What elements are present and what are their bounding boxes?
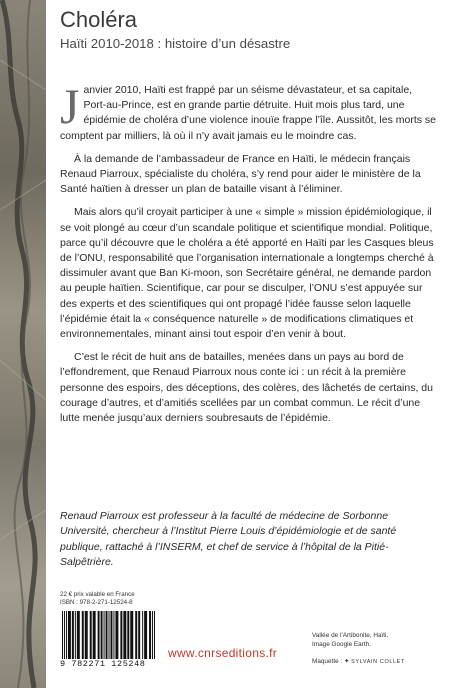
image-credit [312,632,388,649]
barcode-bar [101,611,103,659]
barcode-bar [154,611,155,659]
barcode-bar [135,611,137,659]
barcode-bar [62,611,63,659]
barcode-bar [142,611,143,659]
publisher-website-link[interactable]: www.cnrseditions.fr [168,646,278,660]
price-text: 22 € prix valable en France [60,591,135,598]
barcode-bar [68,611,71,659]
barcode-bar [64,611,65,659]
barcode-bar [149,611,151,659]
design-credit [312,657,405,665]
book-title: Choléra [60,7,138,32]
barcode-bars [60,611,158,659]
barcode-bar [90,611,92,659]
isbn-text: ISBN : 978-2-271-12524-8 [60,599,133,606]
barcode-bar [93,611,96,659]
blurb-paragraph-3: Mais alors qu’il croyait participer à une « simple » mission épidémiologique, il se voit plongé au cœur d’un scandale politique et scientifique mondial. Politique, parce qu’il découvre que le choléra a été apporté en Haïti par les Casques bleus de l’ONU, responsabilité que l’organisation internationale a longtemps cherché à dissimuler avant que Ban Ki-moon, son Secrétaire général, ne demande pardon au peuple haïtien. Scientifique, car pour se disculper, l’ONU s’est appuyée sur des experts et des scientifiques qui ont propagé l’idée fausse selon laquelle l’épidémie était la « conséquence naturelle » de modifications climatiques et environnementales, minant ainsi tout espoir d’en venir à bout. [60,206,434,341]
price-isbn-block [60,591,135,607]
image-credit-line-1: Vallée de l’Artibonite, Haïti. [312,632,389,639]
barcode-bar [115,611,118,659]
book-subtitle: Haïti 2010-2018 : histoire d’un désastre [60,36,291,51]
barcode-bar [82,611,84,659]
blurb-paragraph-4: C’est le récit de huit ans de batailles, menées dans un pays au bord de l’effondrement, que Renaud Piarroux nous conte ici : un récit à la première personne des espoirs, des déceptions, des colères, des lâchetés de certains, du courage d’autres, et d’amitiés scellées par un combat commun. Le récit d’une lutte menée jusqu’aux derniers soubresauts de l’épidémie. [60,351,433,425]
barcode-bar [120,611,122,659]
blurb-paragraph-1-text: anvier 2010, Haïti est frappé par un séisme dévastateur, et sa capitale, Port-au-Prince, est en grande partie détruite. Huit mois plus tard, une épidémie de choléra d’une violence inouïe frappe l’île. Aussitôt, les morts se comptent par milliers, là où il n’y avait jamais eu le moindre cas. [60,84,437,142]
blurb-text [60,78,437,426]
cover-header [60,6,440,52]
barcode-bar [104,611,105,659]
maquette-label: Maquette : [312,658,343,665]
barcode-bar [110,611,112,659]
barcode-bar [109,611,110,659]
cover-satellite-image-strip [0,0,46,688]
barcode-bar [98,611,100,659]
designer-logo-icon: ✦ [343,658,350,665]
barcode-bar [85,611,88,659]
barcode-bar [77,611,80,659]
barcode-bar [130,611,133,659]
barcode-bar [138,611,140,659]
barcode-number: 9 782271 125248 [60,659,160,669]
barcode-bar [106,611,108,659]
barcode-bar [75,611,76,659]
barcode-bar [127,611,129,659]
drop-cap: J [60,78,80,134]
barcode-bar [123,611,126,659]
designer-name: SYLVAIN COLLET [351,659,405,665]
barcode-bar [66,611,67,659]
image-credit-line-2: Image Google Earth. [312,640,371,648]
barcode-bar [72,611,74,659]
blurb-paragraph-2: À la demande de l’ambassadeur de France en Haïti, le médecin français Renaud Piarroux, spécialiste du choléra, s’y rend pour aider le ministère de la Santé haïtien à dresser un plan de bataille visant à l’éliminer. [60,152,421,196]
author-bio: Renaud Piarroux est professeur à la faculté de médecine de Sorbonne Université, chercheur à l’Institut Pierre Louis d’épidémiologie et de santé publique, rattaché à l’INSERM, et chef de service à l’hôpital de la Pitié-Salpêtrière. [60,510,397,569]
barcode-bar [113,611,114,659]
river-satellite-image [0,0,46,688]
barcode-bar [144,611,147,659]
blurb-paragraph-1 [60,78,437,144]
barcode-bar [152,611,153,659]
